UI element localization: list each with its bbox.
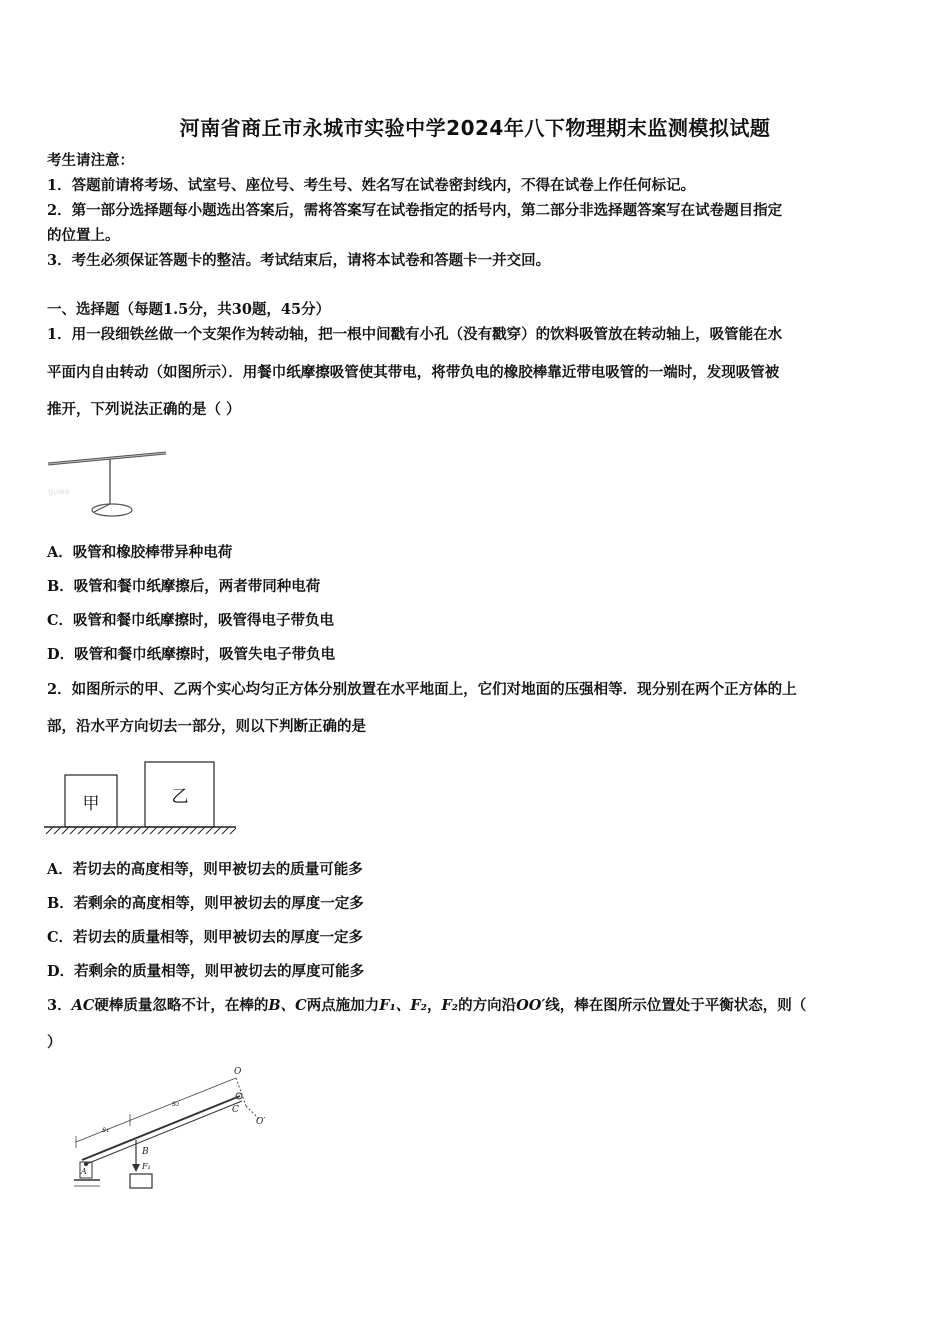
lever-s2-label: s₂ [172,1099,180,1108]
q2-stem-line: 部，沿水平方向切去一部分，则以下判断正确的是 [47,718,366,735]
cube-jia-label: 甲 [82,794,100,814]
lever-s1-label: s₁ [102,1125,110,1134]
cube-yi-label: 乙 [171,787,189,807]
q3-figure-lever [68,1062,278,1192]
page-title: 河南省商丘市永城市实验中学2024年八下物理期末监测模拟试题 [179,116,771,140]
q3-number: 3． [47,997,72,1014]
lever-f1-label: F₁ [142,1162,151,1171]
q3-points-label: B、C [268,997,307,1014]
q2-option-d: D．若剩余的质量相等，则甲被切去的厚度可能多 [47,963,365,980]
q3-text: 的方向沿 [458,997,517,1014]
q3-text: 线，棒在图所示位置处于平衡状态，则（ [545,997,807,1014]
lever-o-prime-label: O′ [256,1117,266,1127]
q1-stem-line: 平面内自由转动（如图所示）．用餐巾纸摩擦吸管使其带电，将带负电的橡胶棒靠近带电吸管的一端时，发现吸管被 [47,364,780,381]
lever-o-label: O [234,1067,242,1077]
notice-item: 2．第一部分选择题每小题选出答案后，需将答案写在试卷指定的括号内，第二部分非选择题答案写在试卷题目指定 [47,202,783,219]
q1-figure-straw-on-stand [44,448,174,523]
q3-rod-label: AC [71,997,95,1014]
svg-text:guwe: guwe [48,487,70,496]
q3-stem-line: ） [47,1034,62,1051]
q3-text: 两点施加力 [306,997,380,1014]
q2-stem-line: 2．如图所示的甲、乙两个实心均匀正方体分别放置在水平地面上，它们对地面的压强相等．现分别在两个正方体的上 [47,681,797,698]
q3-stem-line [47,997,806,1015]
q1-option-c: C．吸管和餐巾纸摩擦时，吸管得电子带负电 [47,612,335,629]
section-heading: 一、选择题（每题1.5分，共30题，45分） [47,301,331,318]
q2-option-c: C．若切去的质量相等，则甲被切去的厚度一定多 [47,929,364,946]
q3-text: ， [426,997,442,1014]
q2-option-b: B．若剩余的高度相等，则甲被切去的厚度一定多 [47,895,364,912]
lever-b-label: B [142,1147,149,1157]
q2-option-a: A．若切去的高度相等，则甲被切去的质量可能多 [47,861,363,878]
q1-option-a: A．吸管和橡胶棒带异种电荷 [47,544,233,561]
q1-stem-line: 推开，下列说法正确的是（ ） [47,401,241,418]
notice-heading: 考生请注意： [47,152,134,169]
q3-line-label: OO′ [516,997,546,1014]
notice-item: 1．答题前请将考场、试室号、座位号、考生号、姓名写在试卷密封线内，不得在试卷上作任何标记。 [47,177,696,194]
q1-option-b: B．吸管和餐巾纸摩擦后，两者带同种电荷 [47,578,321,595]
q3-text: 硬棒质量忽略不计，在棒的 [94,997,269,1014]
q1-option-d: D．吸管和餐巾纸摩擦时，吸管失电子带负电 [47,646,336,663]
q3-forces-label: F₁、F₂ [379,997,427,1014]
notice-item: 的位置上。 [47,227,120,244]
q1-stem-line: 1．用一段细铁丝做一个支架作为转动轴，把一根中间戳有小孔（没有戳穿）的饮料吸管放在转动轴上，吸管能在水 [47,326,783,343]
lever-c-label: C [232,1105,239,1115]
q2-figure-cubes [44,760,244,840]
notice-item: 3．考生必须保证答题卡的整洁。考试结束后，请将本试卷和答题卡一并交回。 [47,252,551,269]
lever-a-label: A [81,1167,87,1176]
q3-force2-label: F₂ [441,997,459,1014]
